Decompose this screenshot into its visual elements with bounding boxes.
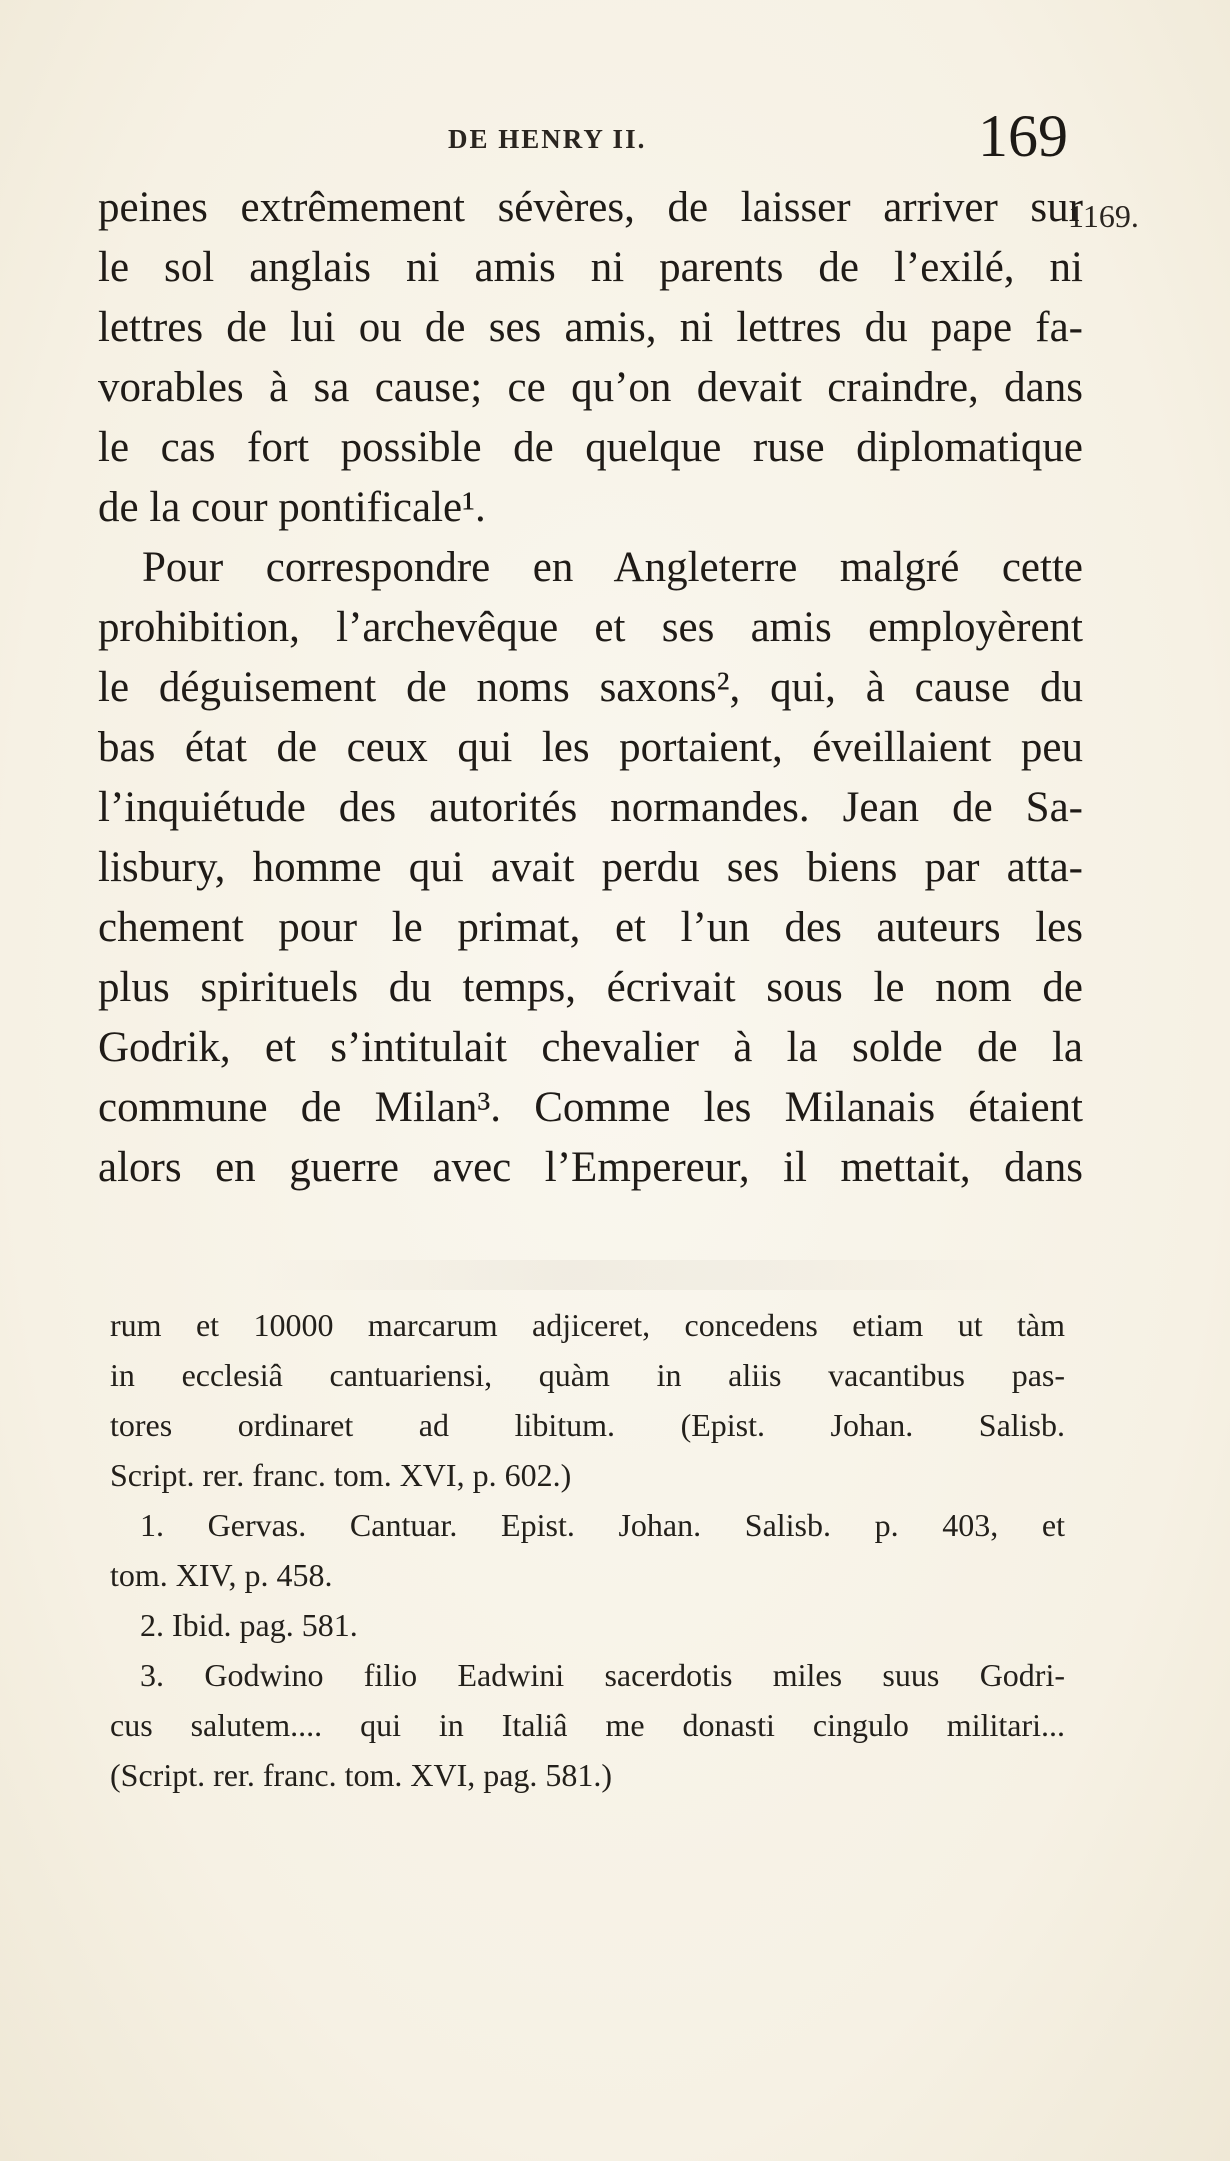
body-line: lisbury, homme qui avait perdu ses biens par atta-	[98, 844, 1083, 891]
bleed-through-shadow	[250, 1260, 1050, 1290]
body-line: peines extrêmement sévères, de laisser arriver sur	[98, 184, 1083, 231]
body-line: chement pour le primat, et l’un des auteurs les	[98, 904, 1083, 951]
footnote-line: cus salutem.... qui in Italiâ me donasti cingulo militari...	[110, 1707, 1065, 1743]
footnote-line: tom. XIV, p. 458.	[110, 1557, 333, 1593]
body-line: plus spirituels du temps, écrivait sous le nom de	[98, 964, 1083, 1011]
footnote-line: in ecclesiâ cantuariensi, quàm in aliis vacantibus pas-	[110, 1357, 1065, 1393]
body-line: le déguisement de noms saxons², qui, à cause du	[98, 664, 1083, 711]
body-line: de la cour pontificale¹.	[98, 484, 486, 531]
body-line: vorables à sa cause; ce qu’on devait craindre, dans	[98, 364, 1083, 411]
margin-year: 1169.	[1068, 198, 1139, 234]
footnote-line: Script. rer. franc. tom. XVI, p. 602.)	[110, 1457, 572, 1493]
footnote-line: 1. Gervas. Cantuar. Epist. Johan. Salisb. p. 403, et	[140, 1507, 1065, 1543]
body-line: lettres de lui ou de ses amis, ni lettres du pape fa-	[98, 304, 1083, 351]
body-line: Pour correspondre en Angleterre malgré cette	[142, 544, 1083, 591]
running-title: DE HENRY II.	[448, 124, 647, 154]
body-line: prohibition, l’archevêque et ses amis employèrent	[98, 604, 1083, 651]
body-line: commune de Milan³. Comme les Milanais étaient	[98, 1084, 1083, 1131]
body-line: le sol anglais ni amis ni parents de l’exilé, ni	[98, 244, 1083, 291]
footnote-line: tores ordinaret ad libitum. (Epist. Johan. Salisb.	[110, 1407, 1065, 1443]
footnote-line: 3. Godwino filio Eadwini sacerdotis miles suus Godri-	[140, 1657, 1065, 1693]
main-text	[98, 178, 1083, 1198]
body-line: l’inquiétude des autorités normandes. Jean de Sa-	[98, 784, 1083, 831]
footnote-line: (Script. rer. franc. tom. XVI, pag. 581.)	[110, 1757, 613, 1793]
footnotes	[110, 1300, 1065, 1800]
body-line: le cas fort possible de quelque ruse diplomatique	[98, 424, 1083, 471]
footnote-line: rum et 10000 marcarum adjiceret, concedens etiam ut tàm	[110, 1307, 1065, 1343]
body-line: Godrik, et s’intitulait chevalier à la solde de la	[98, 1024, 1083, 1071]
body-line: alors en guerre avec l’Empereur, il mettait, dans	[98, 1144, 1083, 1191]
footnote-line: 2. Ibid. pag. 581.	[140, 1607, 358, 1643]
page-number: 169	[978, 103, 1068, 169]
body-line: bas état de ceux qui les portaient, éveillaient peu	[98, 724, 1083, 771]
